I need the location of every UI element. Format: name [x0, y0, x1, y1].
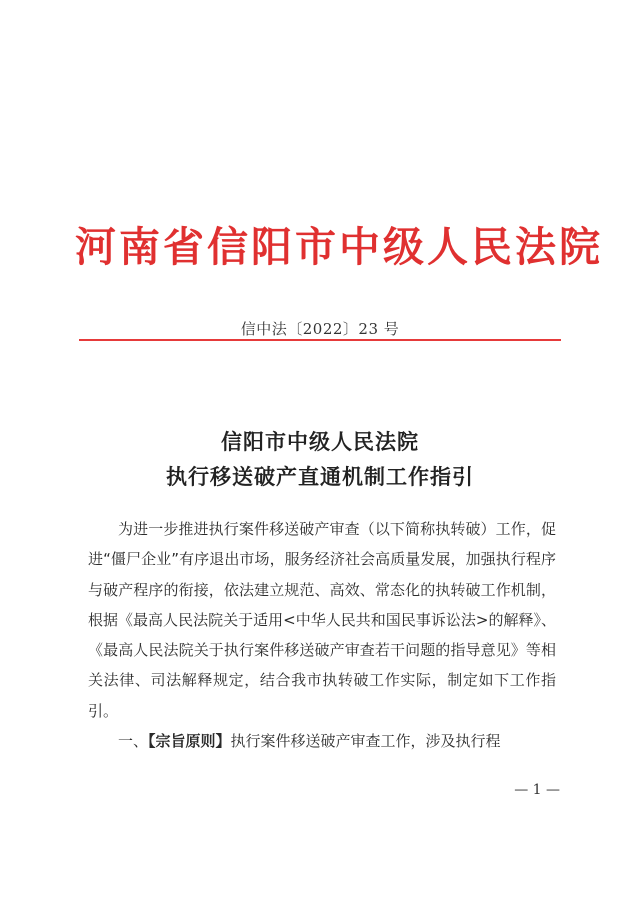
- title-line-1: 信阳市中级人民法院: [221, 429, 419, 454]
- section-1-text: 执行案件移送破产审查工作，涉及执行程: [230, 732, 501, 751]
- title-line-2: 执行移送破产直通机制工作指引: [166, 464, 474, 489]
- page-number: — 1 —: [514, 782, 560, 798]
- intro-paragraph: 为进一步推进执行案件移送破产审查（以下简称执转破）工作，促进“僵尸企业”有序退出市场，服务经济社会高质量发展，加强执行程序与破产程序的衔接，依法建立规范、高效、常态化的执转破工作机制，根据《最高人民法院关于适用<中华人民共和国民事诉讼法>的解释》、《最高人民法院关于执行案件移送破产审查若干问题的指导意见》等相关法律、司法解释规定，结合我市执转破工作实际，制定如下工作指引。: [88, 520, 556, 720]
- issuer-header: 河南省信阳市中级人民法院: [75, 223, 603, 271]
- document-title: [80, 424, 560, 494]
- section-1-number: 一、: [118, 732, 149, 751]
- document-body: [88, 514, 556, 756]
- section-1-paragraph: [88, 726, 556, 756]
- section-1-heading: 【宗旨原则】: [148, 732, 231, 751]
- red-divider-line: [79, 339, 561, 341]
- document-number: 信中法〔2022〕23 号: [240, 320, 400, 338]
